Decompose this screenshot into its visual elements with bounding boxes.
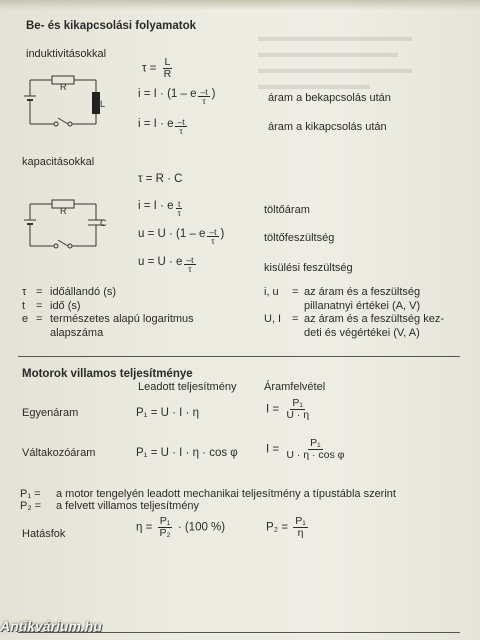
section-divider [18,356,460,357]
volt-exponent [207,228,218,245]
page-top-shadow [0,0,480,10]
p2-text: a felvett villamos teljesítmény [56,500,200,512]
legend-left-row: t = idő (s) [22,299,81,312]
eff-num: P₁ [159,515,171,527]
off-exp-num: –t [177,117,185,127]
dc-current-fraction [284,398,311,421]
off-exp-den: τ [179,126,183,136]
legend-right [264,286,444,340]
column-header-output: Leadott teljesítmény [138,381,237,393]
legend-right-row: deti és végértékei (V, A) [304,326,420,339]
charge-voltage-description: töltőfeszültség [264,232,335,244]
efficiency-formula [136,516,225,539]
inductor-symbol [92,92,100,114]
p2-lhs: P₂ = [266,521,289,534]
capacitive-circuit-diagram [22,196,112,252]
dc-power-formula: P₁ = U · I · η [136,407,199,419]
p2-symbol: P₂ = [20,500,42,512]
ac-current-num: P₁ [310,437,321,449]
bleed-through-text: ▬▬▬▬▬▬▬▬▬▬▬ ▬▬▬▬▬▬▬▬▬▬ ▬▬▬▬▬▬▬▬▬▬▬ ▬▬▬▬▬▬▬▬ [258,28,412,92]
dis-exp-den: τ [188,264,192,274]
off-prefix: i = I · e [138,118,174,130]
inductive-on-formula [138,88,215,105]
legend-right-row: i, u = az áram és a feszültség [264,286,421,298]
eff-fraction [158,516,173,539]
eff-den: P₂ [159,527,171,539]
p1-definition [20,488,396,500]
dis-exp-num: –t [186,255,194,265]
charge-exp-num: t [177,199,181,209]
legend-left-row: alapszáma [50,326,104,339]
efficiency-label: Hatásfok [22,528,66,540]
inductive-off-description: áram a kikapcsolás után [268,121,387,133]
dis-prefix: u = U · e [138,256,183,268]
p2-den: η [297,527,304,539]
volt-exp-den: τ [211,236,215,246]
discharge-voltage-description: kisülési feszültség [264,262,353,274]
on-exponent [198,88,209,105]
section-title-switching: Be- és kikapcsolási folyamatok [26,20,197,32]
ac-current-fraction [284,438,346,461]
switch-symbol [58,118,68,124]
dc-label: Egyenáram [22,407,79,419]
discharge-voltage-formula [138,256,198,273]
dis-exponent [184,256,195,273]
on-suffix: ) [211,88,216,100]
legend-left-row: e = természetes alapú logaritmus [22,313,194,325]
tau-num: L [164,56,171,68]
charge-exponent [175,200,182,217]
ac-current-den: U · η · cos φ [286,449,345,461]
watermark-logo: Antikvárium.hu [0,618,102,634]
inductive-on-description: áram a bekapcsolás után [268,92,391,104]
legend-left [22,286,194,340]
capacitive-c-label: C [100,218,107,228]
tau-inductive-formula [142,57,175,80]
tau-fraction [162,57,174,80]
inductive-l-label: L [100,99,106,109]
off-exponent [175,118,186,135]
inductive-circuit-diagram [22,72,112,128]
tau-lhs: τ = [142,62,157,75]
ac-current-lhs: I = [266,443,280,456]
legend-right-row: U, I = az áram és a feszültség kez- [264,313,445,325]
p2-num: P₁ [295,515,306,527]
charge-voltage-formula [138,228,224,245]
dc-current-lhs: I = [266,403,280,416]
volt-exp-num: –t [209,227,217,237]
charge-current-formula [138,200,185,217]
p2-fraction [293,516,308,539]
charge-current-description: töltőáram [264,204,310,216]
p2-formula [266,516,310,539]
volt-prefix: u = U · (1 – e [138,228,206,240]
p1-symbol: P₁ = [20,488,41,500]
dc-current-formula [266,398,313,421]
ac-label: Váltakozóáram [22,447,96,459]
column-header-current: Áramfelvétel [264,381,326,393]
on-exp-den: τ [202,96,206,106]
charge-exp-den: τ [177,208,181,218]
volt-suffix: ) [220,228,225,240]
ac-power-formula: P₁ = U · I · η · cos φ [136,447,238,459]
section-title-motors: Motorok villamos teljesítménye [22,368,193,380]
charge-prefix: i = I · e [138,200,174,212]
inductive-off-formula [138,118,189,135]
tau-capacitive-formula: τ = R · C [138,173,183,185]
inductive-label: induktivitásokkal [26,48,107,60]
inductive-r-label: R [60,82,67,92]
eff-lhs: η = [136,521,153,534]
switch-symbol [58,240,68,246]
p2-definition [20,500,199,512]
legend-right-row: pillanatnyi értékei (A, V) [304,299,421,312]
on-prefix: i = I · (1 – e [138,88,197,100]
eff-suffix: · (100 %) [177,521,226,534]
p1-text: a motor tengelyén leadott mechanikai teljesítmény a típustábla szerint [56,488,396,500]
legend-left-row: τ = időállandó (s) [22,286,117,298]
capacitive-r-label: R [60,206,67,216]
capacitive-label: kapacitásokkal [22,156,95,168]
ac-current-formula [266,438,348,461]
dc-current-den: U · η [286,409,310,421]
dc-current-num: P₁ [292,397,303,409]
on-exp-num: –t [200,87,208,97]
tau-den: R [163,68,172,80]
